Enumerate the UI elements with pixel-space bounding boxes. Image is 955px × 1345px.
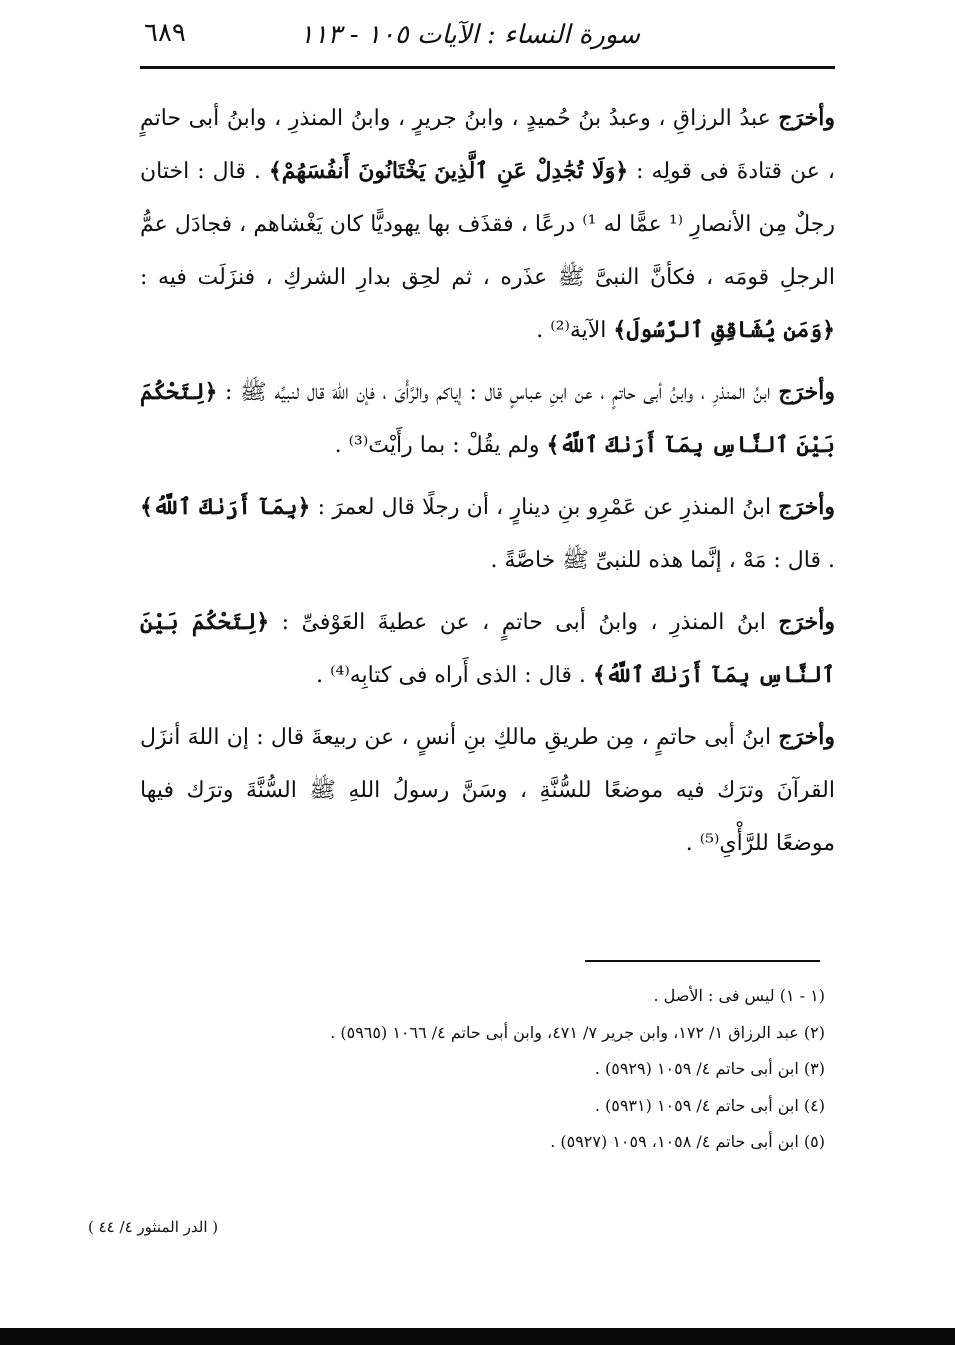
quran-quote: ﴿بِمَآ أَرَىٰكَ ٱللَّهُ﴾ bbox=[140, 494, 311, 520]
paragraph-lead: وأخرَج bbox=[778, 105, 835, 131]
paragraph-1 bbox=[140, 92, 835, 357]
paragraph-text: . قال : مَهْ ، إنَّما هذه للنبىِّ ﷺ خاصَّةً . bbox=[490, 548, 835, 573]
paragraph-lead: وأخرَج bbox=[778, 494, 835, 520]
paragraph-lead: وأخرَج bbox=[778, 724, 835, 750]
paragraph-text: ابنُ المنذرِ ، وابنُ أبى حاتمٍ ، عن ابنِ عباسٍ قال : إياكم والرَّأْىَ ، فإن اللهَ قال لنبيِّه ﷺ : bbox=[217, 380, 779, 405]
paragraph-text: ولم يقُلْ : بما رأَيْتَ⁽³⁾ . bbox=[334, 433, 547, 458]
paragraph-text: الآية⁽²⁾ . bbox=[536, 318, 614, 343]
footnote-divider bbox=[585, 960, 820, 962]
paragraph-5 bbox=[140, 711, 835, 870]
paragraph-2 bbox=[140, 366, 835, 472]
paragraph-lead: وأخرَج bbox=[778, 379, 835, 405]
paragraph-text: ابنُ المنذرِ عن عَمْرِو بنِ دينارٍ ، أن رجلًا قال لعمرَ : bbox=[310, 495, 779, 520]
paragraph-text: عبدُ الرزاقِ ، وعبدُ بنُ حُميدٍ ، وابنُ جريرٍ ، وابنُ المنذرِ ، وابنُ أبى حاتمٍ ، عن قتادةَ فى قولِه : bbox=[140, 106, 835, 184]
paragraph-lead: وأخرَج bbox=[778, 609, 835, 635]
footnote-1: (١ - ١) ليس فى : الأصل . bbox=[653, 986, 825, 1005]
paragraph-text: ابنُ أبى حاتمٍ ، مِن طريقِ مالكِ بنِ أنسٍ ، عن ربيعةَ قال : إن اللهَ أنزَل القرآنَ وترَك فيه موضعًا للسُّنَّةِ ، وسَنَّ رسولُ اللهِ ﷺ السُّنَّةَ وترَك فيها موضعًا للرَّأْىِ⁽⁵⁾ . bbox=[140, 725, 835, 856]
scan-bottom-edge bbox=[0, 1328, 955, 1345]
quran-quote: ﴿وَلَا تُجَٰدِلْ عَنِ ٱلَّذِينَ يَخْتَانُونَ أَنفُسَهُمْ﴾ bbox=[268, 158, 629, 184]
quran-quote: ﴿وَمَن يُشَاقِقِ ٱلرَّسُولَ﴾ bbox=[613, 317, 835, 343]
footnote-4: (٤) ابن أبى حاتم ٤/ ١٠٥٩ (٥٩٣١) . bbox=[594, 1095, 825, 1115]
paragraph-4 bbox=[140, 596, 835, 702]
running-title: سورة النساء : الآيات ١٠٥ - ١١٣ bbox=[299, 20, 640, 50]
header-divider bbox=[140, 66, 835, 69]
footnote-5: (٥) ابن أبى حاتم ٤/ ١٠٥٨، ١٠٥٩ (٥٩٢٧) . bbox=[550, 1132, 825, 1151]
paragraph-3 bbox=[140, 481, 835, 587]
quran-quote: ﴿لِتَحْكُمَ بَيْنَ ٱلنَّاسِ بِمَآ أَرَىٰكَ ٱللَّهُ﴾ bbox=[140, 609, 835, 688]
footnotes bbox=[140, 978, 825, 1161]
footnote-2: (٢) عبد الرزاق ١/ ١٧٢، وابن جرير ٧/ ٤٧١، وابن أبى حاتم ٤/ ١٠٦٦ (٥٩٦٥) . bbox=[330, 1022, 825, 1042]
page-number: ٦٨٩ bbox=[144, 18, 186, 48]
paragraph-text: . قال : الذى أَراه فى كتابِه⁽⁴⁾ . bbox=[316, 663, 593, 688]
source-reference: ( الدر المنثور ٤/ ٤٤ ) bbox=[88, 1218, 219, 1236]
paragraph-text: ابنُ المنذرِ ، وابنُ أبى حاتمٍ ، عن عطيةَ العَوْفىِّ : bbox=[269, 610, 779, 635]
paragraph-text: . قال : اختان رجلٌ مِن الأنصارِ ⁽¹ عمًّا له ¹⁾ درعًا ، فقذَف بها يهوديًّا كان يَغْشاهم ، فجادَل عمُّ الرجلِ قومَه ، فكأنَّ النبىَّ ﷺ عذَره ، ثم لحِق بدارِ الشركِ ، فنزَلَت فيه : bbox=[140, 159, 835, 290]
main-text bbox=[140, 92, 835, 879]
footnote-3: (٣) ابن أبى حاتم ٤/ ١٠٥٩ (٥٩٢٩) . bbox=[594, 1059, 825, 1078]
quran-quote: ﴿لِتَحْكُمَ بَيْنَ ٱلنَّاسِ بِمَآ أَرَىٰكَ ٱللَّهُ﴾ bbox=[140, 379, 835, 458]
page-header bbox=[140, 16, 835, 60]
